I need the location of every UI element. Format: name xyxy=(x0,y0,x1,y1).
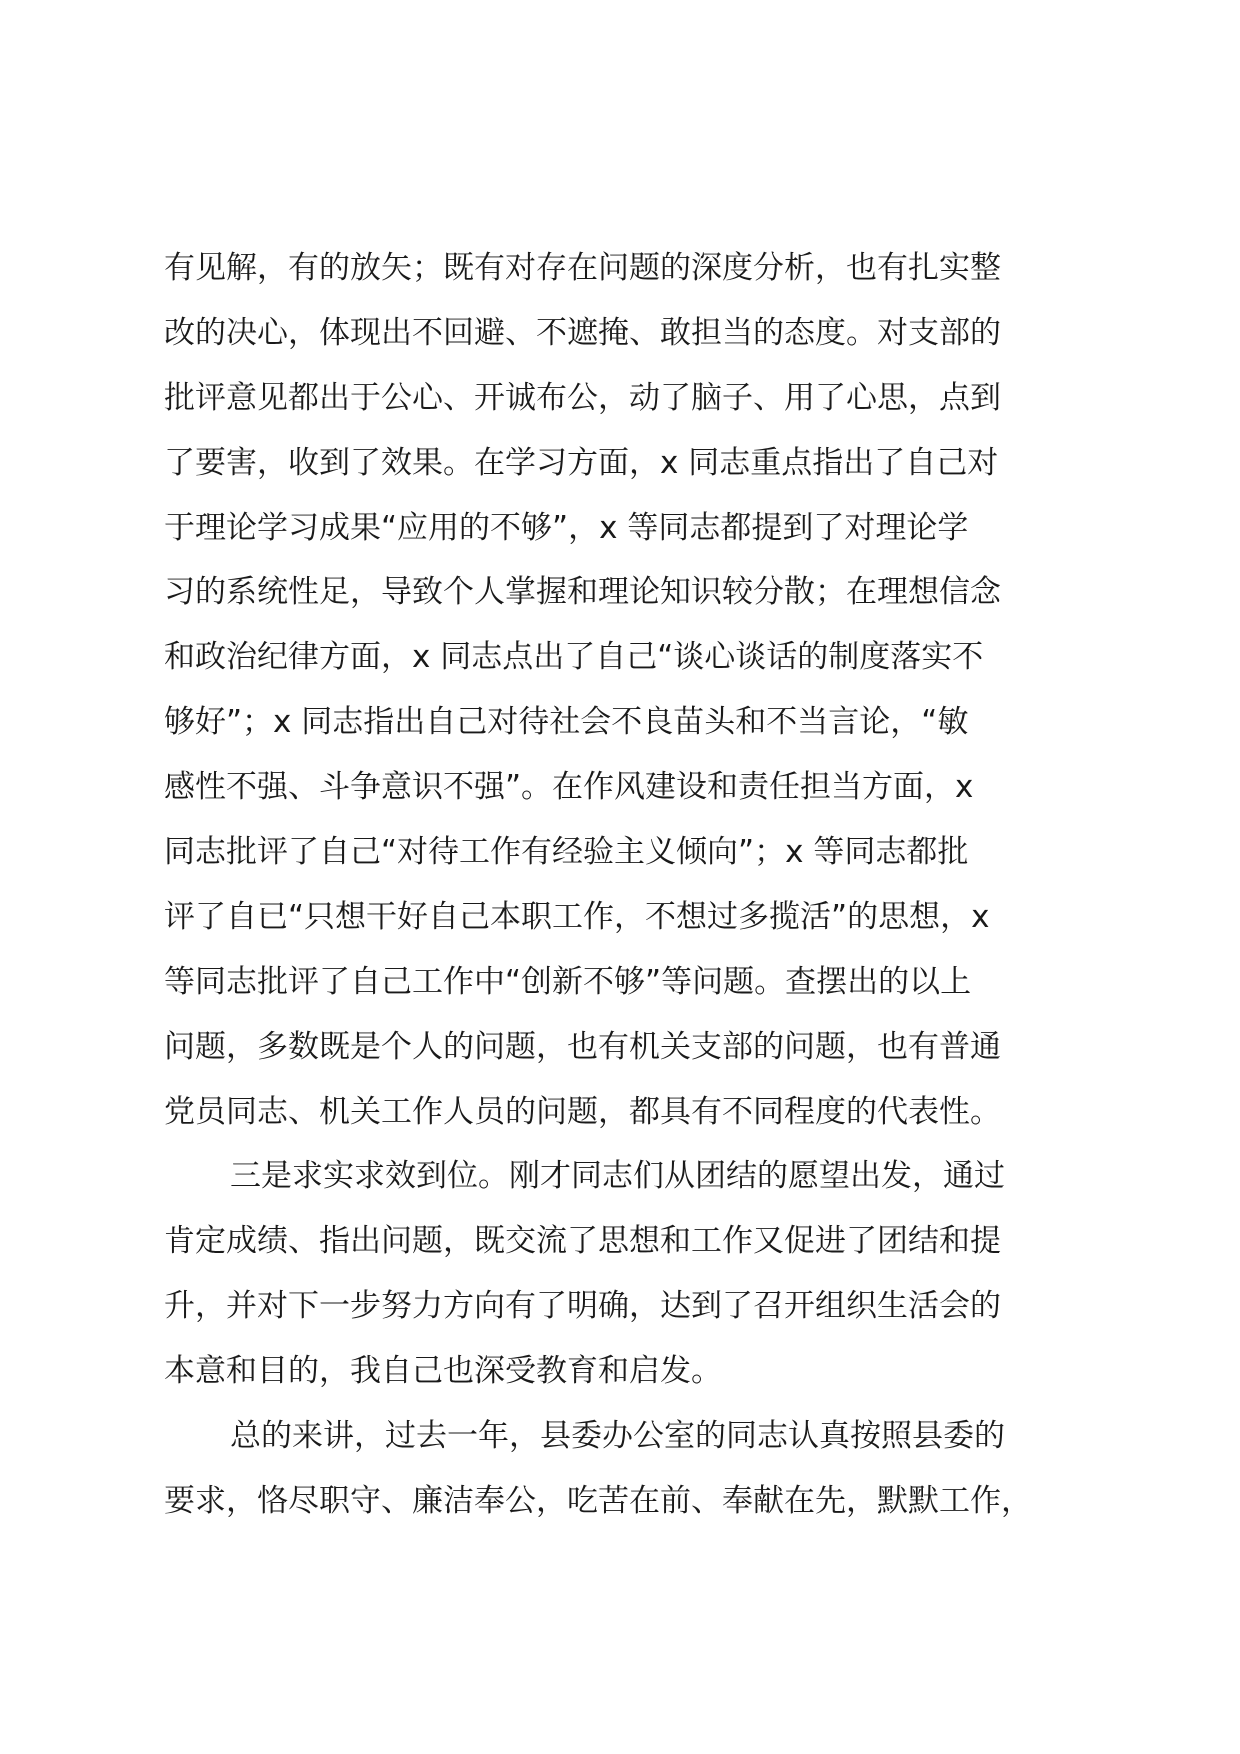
text-line: 要求，恪尽职守、廉洁奉公，吃苦在前、奉献在先，默默工作， xyxy=(164,1482,1032,1519)
text-line: 党员同志、机关工作人员的问题，都具有不同程度的代表性。 xyxy=(164,1093,1001,1130)
text-line: 肯定成绩、指出问题，既交流了思想和工作又促进了团结和提 xyxy=(164,1223,1001,1260)
text-line: 等同志批评了自己工作中“创新不够”等问题。查摆出的以上 xyxy=(164,963,972,1000)
text-line: 于理论学习成果“应用的不够”，x 等同志都提到了对理论学 xyxy=(164,509,969,546)
text-line: 总的来讲，过去一年，县委办公室的同志认真按照县委的 xyxy=(230,1418,1005,1455)
paragraph xyxy=(164,236,1124,1144)
text-line: 三是求实求效到位。刚才同志们从团结的愿望出发，通过 xyxy=(230,1158,1005,1195)
text-line: 评了自已“只想干好自己本职工作，不想过多揽活”的思想，x xyxy=(164,898,990,935)
text-line: 问题，多数既是个人的问题，也有机关支部的问题，也有普通 xyxy=(164,1028,1001,1065)
text-line: 了要害，收到了效果。在学习方面，x 同志重点指出了自己对 xyxy=(164,444,999,481)
text-line: 升，并对下一步努力方向有了明确，达到了召开组织生活会的 xyxy=(164,1288,1001,1325)
text-line: 习的系统性足，导致个人掌握和理论知识较分散；在理想信念 xyxy=(164,574,1001,611)
body-text xyxy=(164,236,1124,1534)
text-line: 本意和目的，我自己也深受教育和启发。 xyxy=(164,1353,722,1390)
text-line: 够好”；x 同志指出自己对待社会不良苗头和不当言论，“敏 xyxy=(164,704,969,741)
text-line: 感性不强、斗争意识不强”。在作风建设和责任担当方面，x xyxy=(164,769,974,806)
text-line: 有见解，有的放矢；既有对存在问题的深度分析，也有扎实整 xyxy=(164,250,1001,286)
text-line: 同志批评了自己“对待工作有经验主义倾向”；x 等同志都批 xyxy=(164,834,969,871)
text-line: 和政治纪律方面，x 同志点出了自己“谈心谈话的制度落实不 xyxy=(164,639,984,676)
text-line: 批评意见都出于公心、开诚布公，动了脑子、用了心思，点到 xyxy=(164,379,1001,416)
paragraph xyxy=(164,1144,1124,1404)
text-line: 改的决心，体现出不回避、不遮掩、敢担当的态度。对支部的 xyxy=(164,314,1001,351)
paragraph xyxy=(164,1404,1124,1534)
